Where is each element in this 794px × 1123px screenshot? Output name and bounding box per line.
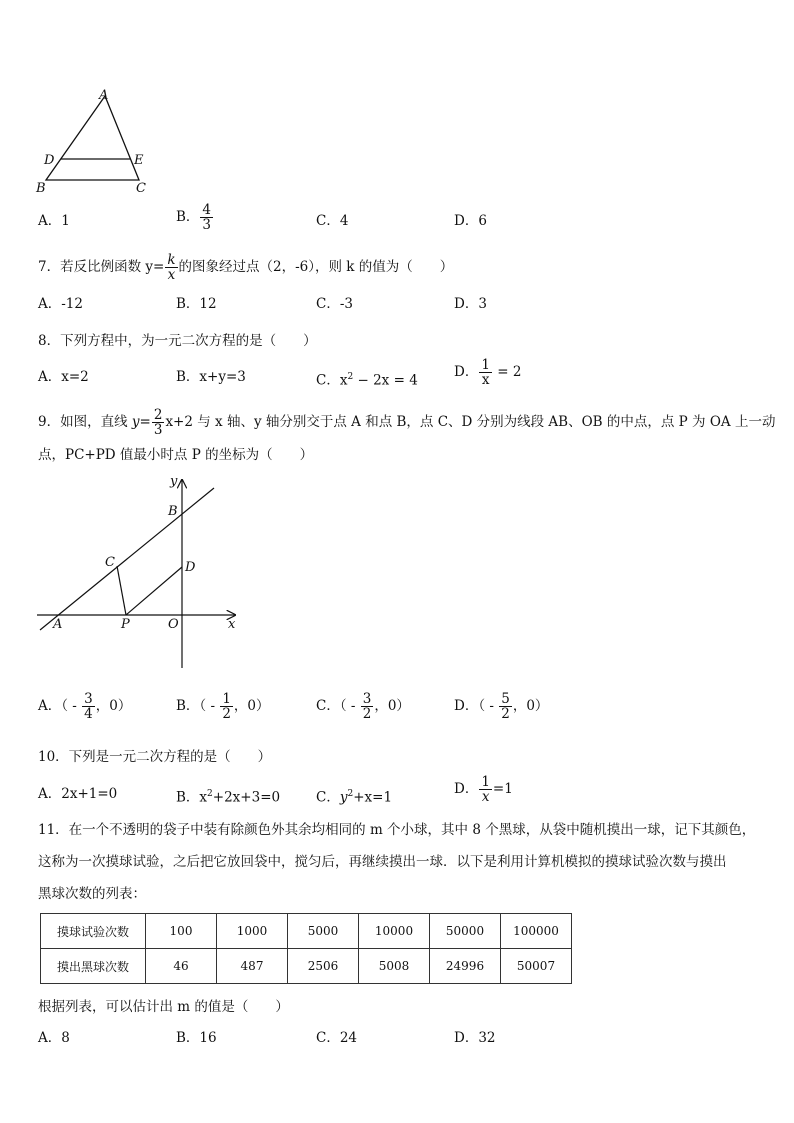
q9-stem-line1	[38, 408, 775, 437]
label-a: A	[99, 88, 109, 103]
q11-option-d	[454, 1028, 496, 1048]
label-b: B	[36, 181, 46, 196]
option-letter: B．	[176, 369, 200, 385]
option-letter: A．	[38, 786, 62, 802]
option-letter: B．	[176, 789, 200, 806]
numerator: 2	[153, 407, 163, 423]
option-letter: B．	[176, 698, 200, 714]
q7-option-d	[454, 294, 487, 314]
label-d: D	[185, 560, 196, 575]
table-cell: 100000	[501, 914, 572, 949]
q9-option-c	[316, 692, 410, 721]
table-cell: 1000	[217, 914, 288, 949]
table-cell: 46	[146, 949, 217, 984]
denominator: x	[167, 267, 176, 283]
label-y: y	[170, 474, 178, 489]
denominator: 4	[84, 706, 93, 722]
q9-option-a	[38, 692, 131, 721]
option-letter: D．	[454, 698, 479, 714]
option-pre: （ -	[339, 698, 360, 714]
option-rest: − 2x = 4	[353, 372, 418, 389]
option-letter: C．	[316, 698, 340, 714]
fraction	[361, 692, 374, 721]
option-post: ，0）	[233, 698, 270, 714]
option-text: 24	[339, 1030, 358, 1046]
label-o: O	[168, 617, 179, 632]
table-cell: 5008	[359, 949, 430, 984]
option-letter: D．	[454, 1030, 479, 1046]
option-base: x	[339, 372, 348, 389]
denominator: 3	[153, 422, 163, 438]
fraction	[499, 692, 512, 721]
fraction	[82, 692, 95, 721]
exponent: 2	[347, 789, 354, 799]
q9-y-eq: y=	[131, 414, 151, 430]
table-cell: 100	[146, 914, 217, 949]
option-letter: C．	[316, 372, 340, 389]
q7-stem-before: 7．若反比例函数 y=	[38, 259, 165, 275]
q8-option-c	[316, 367, 418, 391]
table-cell: 5000	[288, 914, 359, 949]
triangle-outline	[46, 96, 139, 180]
q11-option-a	[38, 1028, 70, 1048]
denominator: 2	[501, 706, 510, 722]
option-letter: D．	[454, 296, 479, 312]
option-post: ，0）	[95, 698, 132, 714]
option-letter: D．	[454, 364, 479, 380]
option-text: -12	[61, 296, 83, 312]
q11-option-b	[176, 1028, 217, 1048]
label-c: C	[136, 181, 146, 196]
numerator: 5	[501, 691, 510, 707]
option-text: -3	[339, 296, 353, 312]
denominator: x	[481, 372, 490, 388]
fraction	[220, 692, 233, 721]
table-row	[41, 949, 572, 984]
results-table	[40, 913, 572, 984]
numerator: 1	[481, 357, 490, 373]
numerator: 4	[202, 202, 212, 218]
q10-option-d	[454, 775, 513, 804]
table-cell: 2506	[288, 949, 359, 984]
option-text: 32	[478, 1030, 496, 1046]
triangle-figure	[32, 86, 162, 198]
option-letter: C．	[316, 789, 340, 806]
q9-stem-b: x+2 与 x 轴、y 轴分别交于点 A 和点 B，点 C、D 分别为线段 AB、OB 的中点，点 P 为 OA 上一动	[165, 414, 776, 430]
option-letter: C．	[316, 296, 340, 312]
denominator: 2	[362, 706, 372, 722]
q11-stem-line2: 这称为一次摸球试验，之后把它放回袋中，搅匀后，再继续摸出一球．以下是利用计算机模拟的摸球试验次数与摸出	[38, 854, 727, 870]
option-text: 12	[199, 296, 217, 312]
option-text: 8	[61, 1030, 70, 1046]
q7-option-a	[38, 294, 83, 314]
q11-stem-line3: 黑球次数的列表：	[38, 886, 146, 902]
row-header: 摸球试验次数	[41, 914, 146, 949]
q11-stem-line1: 11．在一个不透明的袋子中装有除颜色外其余均相同的 m 个小球，其中 8 个黑球，从袋中随机摸出一球，记下其颜色，	[38, 822, 756, 838]
option-pre: （ -	[199, 698, 220, 714]
label-e: E	[134, 153, 144, 168]
option-text: 2x+1=0	[61, 786, 118, 802]
option-letter: A．	[38, 1030, 62, 1046]
q6-option-b	[176, 203, 214, 232]
fraction	[165, 253, 177, 282]
option-text: x+y=3	[199, 369, 246, 385]
option-text: x=2	[61, 369, 89, 385]
option-text: 16	[199, 1030, 217, 1046]
option-rest: +2x+3=0	[212, 789, 281, 806]
fraction	[479, 358, 492, 387]
numerator: 3	[84, 691, 93, 707]
q7-stem-after: 的图象经过点（2，-6），则 k 的值为（ ）	[178, 259, 454, 275]
option-text: 4	[339, 213, 349, 229]
coordinate-figure	[32, 470, 252, 675]
q10-option-b	[176, 784, 280, 808]
option-letter: D．	[454, 213, 479, 229]
denominator: 3	[202, 217, 212, 233]
option-post: ，0）	[374, 698, 410, 714]
segment-pd	[126, 567, 182, 615]
option-pre: （ -	[61, 698, 82, 714]
option-rest: =1	[492, 781, 513, 797]
option-base: y	[339, 789, 348, 806]
q9-option-d	[454, 692, 548, 721]
q6-option-d	[454, 211, 487, 231]
table-row	[41, 914, 572, 949]
option-letter: A．	[38, 369, 62, 385]
q6-option-a	[38, 211, 70, 231]
option-letter: B．	[176, 296, 200, 312]
fraction	[200, 203, 213, 232]
option-letter: A．	[38, 213, 62, 229]
table-cell: 50007	[501, 949, 572, 984]
label-b: B	[168, 504, 178, 519]
q10-stem: 10．下列是一元二次方程的是（ ）	[38, 749, 272, 765]
fraction	[152, 408, 165, 437]
option-letter: B．	[176, 209, 200, 225]
q9-option-b	[176, 692, 270, 721]
row-header: 摸出黑球次数	[41, 949, 146, 984]
label-x: x	[228, 617, 236, 632]
segment-cp	[117, 566, 126, 615]
q8-option-b	[176, 367, 246, 387]
q8-option-a	[38, 367, 89, 387]
line-ab	[40, 488, 214, 630]
option-pre: （ -	[478, 698, 499, 714]
q8-stem: 8．下列方程中，为一元二次方程的是（ ）	[38, 333, 317, 349]
q11-after-table: 根据列表，可以估计出 m 的值是（ ）	[38, 999, 289, 1015]
table-cell: 487	[217, 949, 288, 984]
option-letter: C．	[316, 1030, 340, 1046]
option-text: 6	[478, 213, 487, 229]
option-text: 3	[478, 296, 487, 312]
q10-option-c	[316, 784, 392, 808]
table-cell: 10000	[359, 914, 430, 949]
exponent: 2	[347, 372, 354, 382]
option-rest: = 2	[492, 364, 522, 380]
option-letter: D．	[454, 781, 479, 797]
numerator: 3	[362, 691, 372, 707]
q9-stem-a: 9．如图，直线	[38, 414, 132, 430]
numerator: 1	[222, 691, 231, 707]
q7-stem	[38, 253, 453, 282]
option-post: ，0）	[512, 698, 549, 714]
option-rest: +x=1	[353, 789, 393, 806]
option-letter: A．	[38, 698, 62, 714]
label-a: A	[53, 617, 63, 632]
option-letter: C．	[316, 213, 340, 229]
label-c: C	[105, 555, 115, 570]
q8-option-d	[454, 358, 521, 387]
q10-option-a	[38, 784, 117, 804]
q11-option-c	[316, 1028, 357, 1048]
fraction	[479, 775, 492, 804]
table-cell: 50000	[430, 914, 501, 949]
option-letter: B．	[176, 1030, 200, 1046]
q6-option-c	[316, 211, 348, 231]
denominator: 2	[222, 706, 231, 722]
option-letter: A．	[38, 296, 62, 312]
numerator: 1	[481, 774, 490, 790]
q7-option-b	[176, 294, 217, 314]
label-d: D	[44, 153, 55, 168]
q9-stem-line2: 点，PC+PD 值最小时点 P 的坐标为（ ）	[38, 447, 314, 463]
q7-option-c	[316, 294, 353, 314]
denominator: x	[481, 789, 490, 805]
option-text: 1	[61, 213, 70, 229]
exponent: 2	[207, 789, 213, 799]
option-base: x	[199, 789, 208, 806]
table-cell: 24996	[430, 949, 501, 984]
numerator: k	[167, 252, 176, 268]
label-p: P	[121, 617, 130, 632]
